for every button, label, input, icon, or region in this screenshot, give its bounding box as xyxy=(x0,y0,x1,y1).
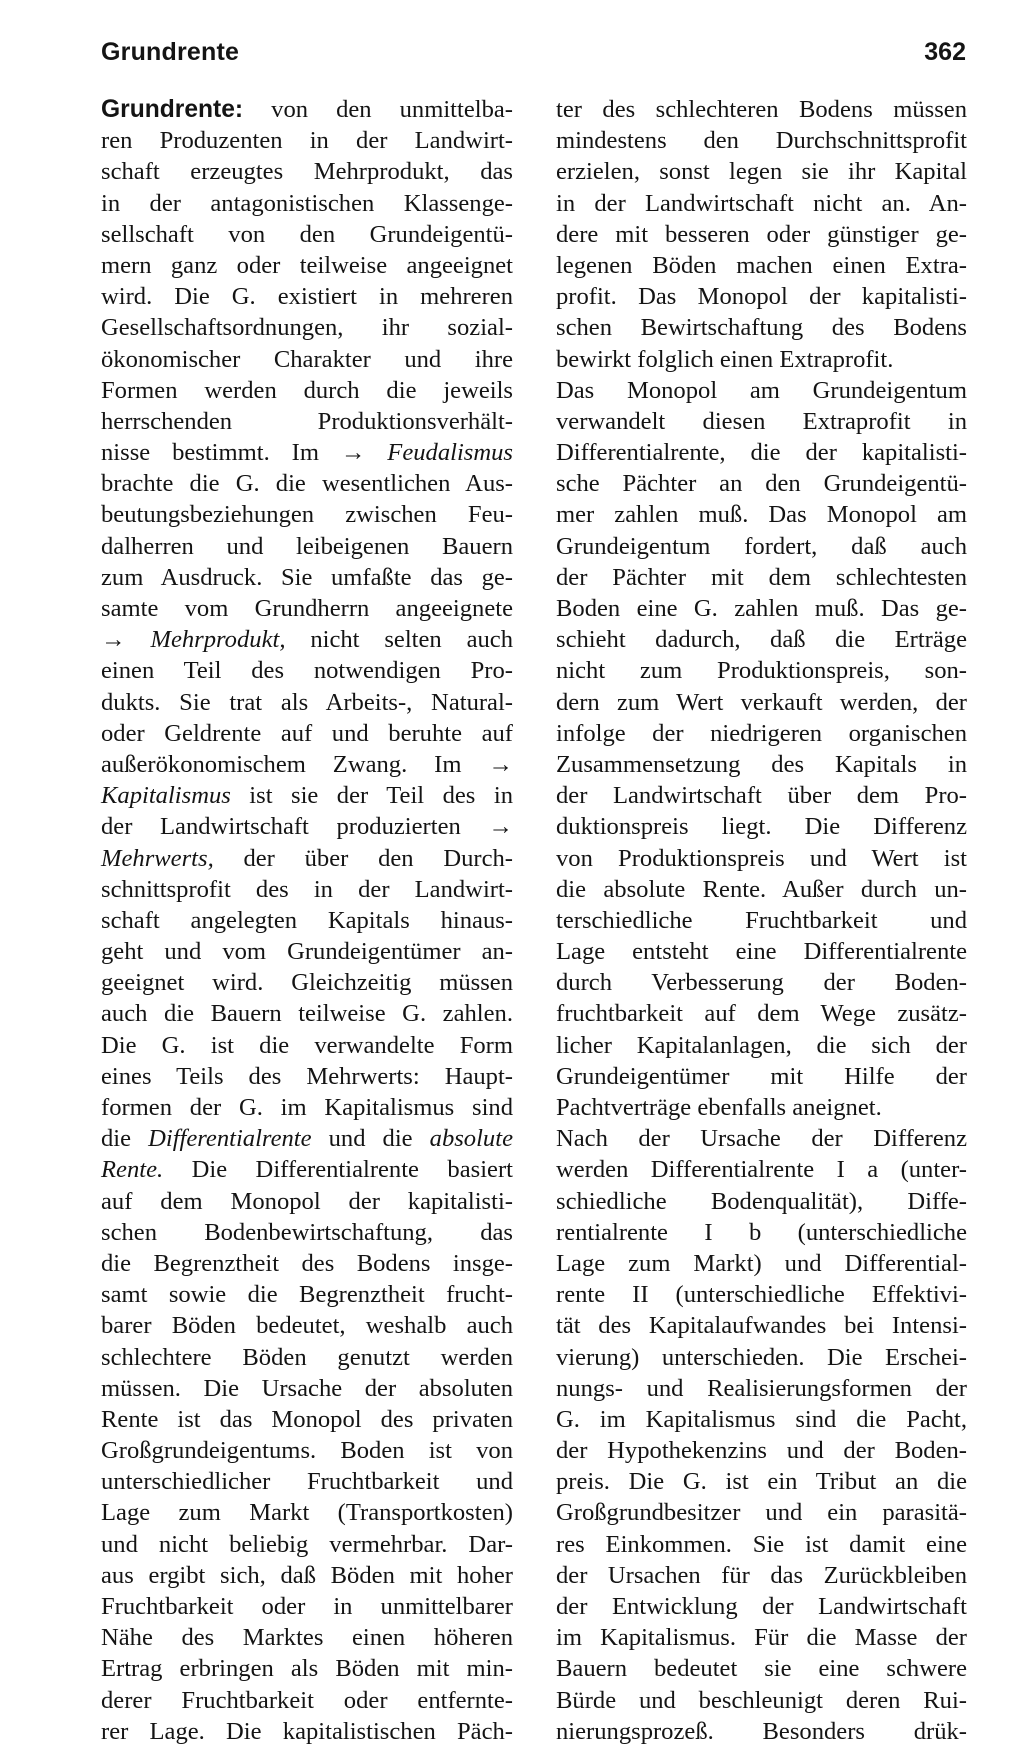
text-run: nicht selten auch xyxy=(285,626,513,654)
text-run: aus ergibt sich, daß Böden mit hoher xyxy=(101,1561,513,1589)
text-line xyxy=(101,312,513,343)
text-column-right xyxy=(556,94,967,1747)
text-run: rente II (unterschiedliche Effektivi- xyxy=(556,1281,967,1309)
text-run: einen Teil des notwendigen Pro- xyxy=(101,657,513,685)
text-run: legenen Böden machen einen Extra- xyxy=(556,251,967,279)
text-run: schlechtere Böden genutzt werden xyxy=(101,1343,513,1371)
cross-reference-term: Kapitalismus xyxy=(101,782,231,810)
text-run: oder Geldrente auf und beruhte auf xyxy=(101,719,513,747)
text-run: infolge der niedrigeren organischen xyxy=(556,719,967,747)
text-run: nungs- und Realisierungsformen der xyxy=(556,1374,967,1402)
text-run: Lage zum Markt) und Differential- xyxy=(556,1249,967,1277)
text-run: der Landwirtschaft über dem Pro- xyxy=(556,782,967,810)
text-run: der Pächter mit dem schlechtesten xyxy=(556,563,967,591)
text-line xyxy=(556,1373,967,1404)
text-run: Gesellschaftsordnungen, ihr sozial- xyxy=(101,314,513,342)
text-line xyxy=(556,1560,967,1591)
text-line xyxy=(101,593,513,624)
text-run: durch Verbesserung der Boden- xyxy=(556,969,967,997)
text-run: Formen werden durch die jeweils xyxy=(101,376,513,404)
text-run: Die Differentialrente basiert xyxy=(163,1156,513,1184)
text-run: der Entwicklung der Landwirtschaft xyxy=(556,1593,967,1620)
text-line xyxy=(101,1653,513,1684)
text-run: Nach der Ursache der Differenz xyxy=(556,1125,967,1153)
text-line xyxy=(556,250,967,281)
text-run: vierung) unterschieden. Die Erschei- xyxy=(556,1343,967,1371)
text-line xyxy=(101,718,513,749)
text-run: und die xyxy=(311,1125,430,1153)
text-run: ter des schlechteren Bodens müssen xyxy=(556,96,967,123)
text-line xyxy=(101,219,513,250)
text-line xyxy=(556,1310,967,1341)
text-run: von den unmittelba- xyxy=(243,96,513,123)
text-run: fruchtbarkeit auf dem Wege zusätz- xyxy=(556,1000,967,1028)
text-line xyxy=(556,125,967,156)
text-line xyxy=(101,1061,513,1092)
text-line xyxy=(101,905,513,936)
text-run: der Hypothekenzins und der Boden- xyxy=(556,1437,967,1465)
text-line xyxy=(101,1186,513,1217)
text-line xyxy=(556,375,967,406)
text-run: unterschiedlicher Fruchtbarkeit und xyxy=(101,1468,513,1496)
text-run: von Produktionspreis und Wert ist xyxy=(556,844,967,872)
text-run: schnittsprofit des in der Landwirt- xyxy=(101,875,513,903)
text-line xyxy=(556,1342,967,1373)
text-run: nisse bestimmt. Im → xyxy=(101,439,388,467)
text-line xyxy=(101,1404,513,1435)
text-line xyxy=(101,624,513,655)
text-line xyxy=(556,749,967,780)
running-head-title: Grundrente xyxy=(101,38,240,66)
text-line xyxy=(101,156,513,187)
cross-reference-term: absolute xyxy=(429,1125,513,1153)
text-run: der über den Durch- xyxy=(213,844,513,872)
text-run: schaft angelegten Kapitals hinaus- xyxy=(101,906,513,934)
text-line xyxy=(556,1217,967,1248)
text-line xyxy=(101,1466,513,1497)
text-line xyxy=(101,967,513,998)
text-run: Boden eine G. zahlen muß. Das ge- xyxy=(556,595,967,622)
text-line xyxy=(556,1497,967,1528)
text-run: zum Ausdruck. Sie umfaßte das ge- xyxy=(101,563,513,591)
text-line xyxy=(101,1622,513,1653)
text-run: Die G. ist die verwandelte Form xyxy=(101,1031,513,1059)
text-line xyxy=(556,219,967,250)
text-line xyxy=(101,468,513,499)
text-run: der Landwirtschaft produzierten → xyxy=(101,813,513,841)
text-run: brachte die G. die wesentlichen Aus- xyxy=(101,470,513,498)
text-line xyxy=(556,188,967,219)
text-run: Nähe des Marktes einen höheren xyxy=(101,1624,513,1652)
text-line xyxy=(101,1435,513,1466)
text-line xyxy=(556,1466,967,1497)
text-run: in der antagonistischen Klassenge- xyxy=(101,189,513,217)
text-run: Pachtverträge ebenfalls aneignet. xyxy=(556,1094,882,1121)
text-line xyxy=(556,624,967,655)
text-line xyxy=(101,749,513,780)
text-line xyxy=(556,967,967,998)
text-run: samt sowie die Begrenztheit frucht- xyxy=(101,1281,513,1309)
text-run: in der Landwirtschaft nicht an. An- xyxy=(556,189,967,217)
text-run: rentialrente I b (unterschiedliche xyxy=(556,1218,967,1246)
text-run: die absolute Rente. Außer durch un- xyxy=(556,875,967,903)
text-line xyxy=(556,344,967,375)
text-line xyxy=(556,1279,967,1310)
text-line xyxy=(556,1591,967,1622)
text-run: schaft erzeugtes Mehrprodukt, das xyxy=(101,158,513,186)
text-run: außerökonomischem Zwang. Im → xyxy=(101,750,513,778)
text-column-left xyxy=(101,94,513,1747)
text-line xyxy=(556,468,967,499)
text-run: dukts. Sie trat als Arbeits-, Natural- xyxy=(101,688,513,716)
text-run: samte vom Grundherrn angeeignete xyxy=(101,595,513,622)
text-line xyxy=(101,780,513,811)
text-line xyxy=(556,936,967,967)
text-run: ist sie der Teil des in xyxy=(230,782,513,810)
text-run: dalherren und leibeigenen Bauern xyxy=(101,532,513,560)
text-line xyxy=(101,811,513,842)
text-line xyxy=(101,531,513,562)
text-line xyxy=(556,1529,967,1560)
text-line xyxy=(101,1123,513,1154)
text-run: geeignet wird. Gleichzeitig müssen xyxy=(101,969,513,997)
text-run: eines Teils des Mehrwerts: Haupt- xyxy=(101,1062,513,1090)
text-line xyxy=(101,1030,513,1061)
text-run: schiedliche Bodenqualität), Diffe- xyxy=(556,1187,967,1215)
text-run: die xyxy=(101,1125,149,1153)
text-line xyxy=(556,1154,967,1185)
text-line xyxy=(556,905,967,936)
cross-reference-term: Differentialrente xyxy=(148,1125,312,1153)
text-line xyxy=(101,562,513,593)
text-run: Bauern bedeutet sie eine schwere xyxy=(556,1655,967,1683)
cross-reference-term: Feudalismus xyxy=(387,439,513,467)
text-run: müssen. Die Ursache der absoluten xyxy=(101,1374,513,1402)
text-run: res Einkommen. Sie ist damit eine xyxy=(556,1530,967,1558)
text-line xyxy=(101,1310,513,1341)
text-line xyxy=(556,1030,967,1061)
text-run: sellschaft von den Grundeigentü- xyxy=(101,220,513,248)
text-line xyxy=(101,375,513,406)
text-line xyxy=(101,437,513,468)
text-line xyxy=(556,998,967,1029)
text-line xyxy=(556,499,967,530)
text-run: Grundeigentum fordert, daß auch xyxy=(556,532,967,560)
text-run: sche Pächter an den Grundeigentü- xyxy=(556,470,967,498)
text-line xyxy=(556,1186,967,1217)
text-line xyxy=(556,843,967,874)
cross-reference-term: Rente. xyxy=(101,1156,164,1184)
text-line xyxy=(556,1653,967,1684)
text-run: Großgrundeigentums. Boden ist von xyxy=(101,1437,513,1465)
text-line xyxy=(556,281,967,312)
text-run: derer Fruchtbarkeit oder entfernte- xyxy=(101,1686,513,1714)
text-line xyxy=(101,874,513,905)
text-run: dern zum Wert verkauft werden, der xyxy=(556,688,967,716)
text-run: dere mit besseren oder günstiger ge- xyxy=(556,220,967,248)
text-line xyxy=(556,1685,967,1716)
text-run: barer Böden bedeutet, weshalb auch xyxy=(101,1312,513,1340)
text-run: schieht dadurch, daß die Erträge xyxy=(556,626,967,654)
text-run: geht und vom Grundeigentümer an- xyxy=(101,938,513,966)
text-run: Bürde und beschleunigt deren Rui- xyxy=(556,1686,967,1714)
text-line xyxy=(556,874,967,905)
text-run: beutungsbeziehungen zwischen Feu- xyxy=(101,501,513,529)
text-run: Lage zum Markt (Transportkosten) xyxy=(101,1499,513,1527)
text-line xyxy=(101,998,513,1029)
text-run: Lage entsteht eine Differentialrente xyxy=(556,938,967,966)
text-line xyxy=(556,1435,967,1466)
text-line xyxy=(556,1622,967,1653)
text-line xyxy=(101,1217,513,1248)
text-run: mer zahlen muß. Das Monopol am xyxy=(556,501,967,529)
text-line xyxy=(556,94,967,125)
text-line xyxy=(556,1404,967,1435)
text-run: werden Differentialrente I a (unter- xyxy=(556,1156,967,1184)
text-line xyxy=(556,1123,967,1154)
text-run: preis. Die G. ist ein Tribut an die xyxy=(556,1468,967,1496)
entry-headword: Grundrente: xyxy=(101,96,244,123)
cross-reference-term: Mehrwerts, xyxy=(101,844,214,872)
text-line xyxy=(101,188,513,219)
text-line xyxy=(556,687,967,718)
text-run: schen Bewirtschaftung des Bodens xyxy=(556,314,967,342)
text-run: Ertrag erbringen als Böden mit min- xyxy=(101,1655,513,1683)
text-run: ren Produzenten in der Landwirt- xyxy=(101,127,513,155)
text-line xyxy=(556,156,967,187)
text-run: G. im Kapitalismus sind die Pacht, xyxy=(556,1405,967,1433)
text-line xyxy=(556,811,967,842)
text-run: licher Kapitalanlagen, die sich der xyxy=(556,1031,967,1059)
text-line xyxy=(101,250,513,281)
text-line xyxy=(556,1248,967,1279)
text-run: rer Lage. Die kapitalistischen Päch- xyxy=(101,1717,513,1745)
text-line xyxy=(101,406,513,437)
text-line xyxy=(556,1061,967,1092)
text-line xyxy=(556,437,967,468)
text-line xyxy=(101,1248,513,1279)
text-line xyxy=(101,1685,513,1716)
cross-reference-term: Mehrprodukt, xyxy=(150,626,286,654)
text-run: Fruchtbarkeit oder in unmittelbarer xyxy=(101,1593,513,1620)
text-line xyxy=(101,1342,513,1373)
text-line xyxy=(101,1373,513,1404)
text-line xyxy=(101,499,513,530)
text-line xyxy=(101,1529,513,1560)
text-run: im Kapitalismus. Für die Masse der xyxy=(556,1624,967,1652)
text-run: mindestens den Durchschnittsprofit xyxy=(556,127,967,155)
text-run: mern ganz oder teilweise angeeignet xyxy=(101,251,513,279)
text-run: tät des Kapitalaufwandes bei Intensi- xyxy=(556,1312,967,1340)
text-line xyxy=(556,655,967,686)
text-line xyxy=(556,1716,967,1747)
text-line xyxy=(101,655,513,686)
text-line xyxy=(101,1092,513,1123)
text-line xyxy=(101,936,513,967)
text-line xyxy=(556,312,967,343)
text-run: wird. Die G. existiert in mehreren xyxy=(101,283,513,311)
text-run: auf dem Monopol der kapitalisti- xyxy=(101,1187,513,1215)
text-line xyxy=(101,344,513,375)
text-line xyxy=(556,562,967,593)
text-run: und nicht beliebig vermehrbar. Dar- xyxy=(101,1530,513,1558)
text-run: nierungsprozeß. Besonders drük- xyxy=(556,1717,967,1745)
text-line xyxy=(556,406,967,437)
text-line xyxy=(556,780,967,811)
text-line xyxy=(101,94,513,125)
text-line xyxy=(101,125,513,156)
text-line xyxy=(101,1591,513,1622)
text-run: Großgrundbesitzer und ein parasitä- xyxy=(556,1499,967,1527)
text-run: → xyxy=(101,626,151,654)
page-number: 362 xyxy=(924,38,966,66)
text-line xyxy=(101,1154,513,1185)
text-line xyxy=(556,718,967,749)
text-run: profit. Das Monopol der kapitalisti- xyxy=(556,283,967,311)
text-run: der Ursachen für das Zurückbleiben xyxy=(556,1561,967,1589)
text-run: die Begrenztheit des Bodens insge- xyxy=(101,1249,513,1277)
running-head xyxy=(101,38,966,78)
text-line xyxy=(101,843,513,874)
text-run: verwandelt diesen Extraprofit in xyxy=(556,407,967,435)
text-line xyxy=(101,1560,513,1591)
text-line xyxy=(101,687,513,718)
text-run: ökonomischer Charakter und ihre xyxy=(101,345,513,373)
text-run: auch die Bauern teilweise G. zahlen. xyxy=(101,1000,513,1028)
text-run: schen Bodenbewirtschaftung, das xyxy=(101,1218,513,1246)
text-line xyxy=(556,593,967,624)
text-run: terschiedliche Fruchtbarkeit und xyxy=(556,906,967,934)
text-run: erzielen, sonst legen sie ihr Kapital xyxy=(556,158,967,186)
text-line xyxy=(101,1279,513,1310)
text-run: nicht zum Produktionspreis, son- xyxy=(556,657,967,685)
text-run: herrschenden Produktionsverhält- xyxy=(101,407,513,435)
text-run: Grundeigentümer mit Hilfe der xyxy=(556,1062,967,1090)
text-line xyxy=(101,1497,513,1528)
text-run: Differentialrente, die der kapitalisti- xyxy=(556,439,967,467)
text-run: Rente ist das Monopol des privaten xyxy=(101,1405,513,1433)
text-run: Zusammensetzung des Kapitals in xyxy=(556,750,967,778)
text-run: duktionspreis liegt. Die Differenz xyxy=(556,813,967,841)
text-line xyxy=(101,1716,513,1747)
text-run: bewirkt folglich einen Extraprofit. xyxy=(556,345,894,373)
text-line xyxy=(101,281,513,312)
text-line xyxy=(556,1092,967,1123)
text-run: Das Monopol am Grundeigentum xyxy=(556,376,967,404)
text-run: formen der G. im Kapitalismus sind xyxy=(101,1094,513,1121)
text-line xyxy=(556,531,967,562)
